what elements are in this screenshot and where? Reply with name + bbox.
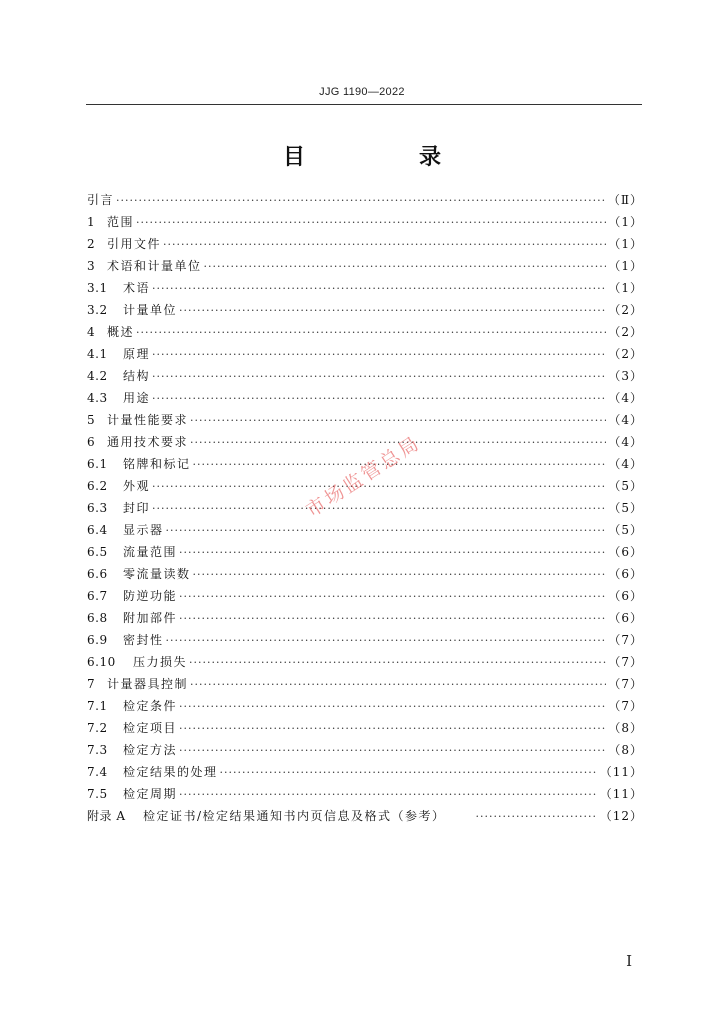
- toc-leader-dots: [166, 520, 607, 542]
- toc-leader-dots: [152, 278, 606, 300]
- toc-entry-page: （1）: [608, 281, 643, 295]
- toc-entry-title: 范围: [107, 215, 135, 229]
- toc-leader-dots: [152, 344, 606, 366]
- toc-entry-number: 6: [87, 435, 96, 449]
- toc-entry[interactable]: [87, 277, 643, 299]
- toc-entry[interactable]: [87, 365, 643, 387]
- toc-entry-number: 3: [87, 259, 96, 273]
- toc-leader-dots: [189, 652, 606, 674]
- toc-entry-title: 检定条件: [123, 699, 178, 713]
- toc-entry[interactable]: [87, 189, 643, 211]
- toc-entry-title: 封印: [123, 501, 151, 515]
- header-rule: [86, 104, 642, 105]
- toc-entry-number: 6.8: [87, 611, 108, 625]
- toc-entry[interactable]: [87, 519, 643, 541]
- toc-entry-page: （11）: [599, 787, 643, 801]
- toc-entry-number: 6.9: [87, 633, 108, 647]
- document-header: JJG 1190—2022: [319, 86, 405, 98]
- toc-entry-title: 检定周期: [123, 787, 178, 801]
- toc-entry-title: 计量单位: [123, 303, 178, 317]
- watermark: 市场监管总局: [302, 431, 425, 522]
- toc-leader-dots: [190, 674, 606, 696]
- toc-entry-title: 检定结果的处理: [123, 765, 218, 779]
- toc-entry-title: 显示器: [123, 523, 164, 537]
- toc-entry-page: （1）: [608, 237, 643, 251]
- toc-entry-title: 流量范围: [123, 545, 178, 559]
- toc-entry-number: 2: [87, 237, 96, 251]
- toc-entry-number: 6.5: [87, 545, 108, 559]
- toc-entry-title: 检定证书/检定结果通知书内页信息及格式（参考）: [143, 809, 446, 823]
- toc-entry-number: 6.7: [87, 589, 108, 603]
- toc-entry-number: 3.2: [87, 303, 108, 317]
- toc-leader-dots: [152, 388, 606, 410]
- toc-entry-page: （2）: [608, 325, 643, 339]
- toc-entry-number: 4.2: [87, 369, 108, 383]
- toc-entry-number: 4: [87, 325, 96, 339]
- toc-entry-page: （5）: [608, 523, 643, 537]
- toc-entry-number: 7.1: [87, 699, 108, 713]
- toc-entry[interactable]: [87, 321, 643, 343]
- toc-leader-dots: [190, 410, 606, 432]
- toc-leader-dots: [179, 608, 606, 630]
- toc-entry-number: 6.4: [87, 523, 108, 537]
- toc-entry-page: （8）: [608, 721, 643, 735]
- toc-entry-number: 6.10: [87, 655, 116, 669]
- toc-entry[interactable]: [87, 299, 643, 321]
- toc-title: 目 录: [282, 145, 487, 170]
- toc-entry-number: 附录 A: [87, 809, 126, 823]
- toc-entry-title: 术语: [123, 281, 151, 295]
- toc-entry-title: 引言: [87, 193, 115, 207]
- toc-leader-dots: [220, 762, 598, 784]
- toc-entry-page: （8）: [608, 743, 643, 757]
- toc-entry-page: （6）: [608, 611, 643, 625]
- toc-entry[interactable]: [87, 387, 643, 409]
- toc-entry[interactable]: [87, 651, 643, 673]
- toc-leader-dots: [179, 300, 606, 322]
- table-of-contents: [87, 189, 643, 827]
- toc-entry[interactable]: [87, 431, 643, 453]
- toc-entry[interactable]: [87, 695, 643, 717]
- toc-entry[interactable]: [87, 585, 643, 607]
- toc-entry[interactable]: [87, 739, 643, 761]
- toc-entry-number: 7: [87, 677, 96, 691]
- toc-entry[interactable]: [87, 343, 643, 365]
- toc-leader-dots: [163, 234, 606, 256]
- toc-leader-dots: [204, 256, 607, 278]
- toc-entry-page: （7）: [608, 677, 643, 691]
- toc-leader-dots: [152, 366, 606, 388]
- toc-entry-page: （7）: [608, 699, 643, 713]
- toc-entry[interactable]: [87, 673, 643, 695]
- toc-entry-page: （Ⅱ）: [607, 193, 643, 207]
- toc-entry[interactable]: [87, 563, 643, 585]
- toc-entry-number: 1: [87, 215, 96, 229]
- toc-entry-title: 防逆功能: [123, 589, 178, 603]
- toc-entry-number: 6.6: [87, 567, 108, 581]
- toc-entry-number: 5: [87, 413, 96, 427]
- toc-entry-page: （1）: [608, 259, 643, 273]
- toc-leader-dots: [179, 740, 606, 762]
- toc-entry-page: （5）: [608, 479, 643, 493]
- toc-entry-number: 6.3: [87, 501, 108, 515]
- toc-entry-title: 密封性: [123, 633, 164, 647]
- toc-entry-page: （7）: [608, 633, 643, 647]
- toc-entry-page: （11）: [599, 765, 643, 779]
- toc-entry-number: 7.2: [87, 721, 108, 735]
- toc-entry-page: （4）: [608, 413, 643, 427]
- page-number: Ⅰ: [626, 952, 632, 970]
- toc-entry-number: 7.5: [87, 787, 108, 801]
- toc-leader-dots: [476, 806, 598, 828]
- toc-entry[interactable]: [87, 255, 643, 277]
- toc-leader-dots: [166, 630, 607, 652]
- toc-entry-title: 压力损失: [133, 655, 188, 669]
- toc-entry-page: （6）: [608, 567, 643, 581]
- toc-entry-title: 通用技术要求: [107, 435, 189, 449]
- toc-entry[interactable]: [87, 211, 643, 233]
- toc-leader-dots: [179, 542, 606, 564]
- toc-entry-page: （4）: [608, 435, 643, 449]
- toc-entry-number: 4.3: [87, 391, 108, 405]
- toc-entry-title: 附加部件: [123, 611, 178, 625]
- toc-entry-number: 7.4: [87, 765, 108, 779]
- toc-leader-dots: [193, 564, 607, 586]
- toc-entry[interactable]: [87, 607, 643, 629]
- toc-entry[interactable]: [87, 629, 643, 651]
- toc-leader-dots: [179, 784, 598, 806]
- toc-entry-title: 原理: [123, 347, 151, 361]
- toc-leader-dots: [179, 586, 606, 608]
- toc-entry-number: 7.3: [87, 743, 108, 757]
- toc-leader-dots: [179, 696, 606, 718]
- toc-entry-number: 6.2: [87, 479, 108, 493]
- toc-entry[interactable]: [87, 233, 643, 255]
- toc-entry-title: 概述: [107, 325, 135, 339]
- toc-entry-page: （1）: [608, 215, 643, 229]
- toc-entry-page: （5）: [608, 501, 643, 515]
- toc-entry[interactable]: [87, 761, 643, 783]
- toc-entry-number: 3.1: [87, 281, 108, 295]
- toc-entry[interactable]: [87, 541, 643, 563]
- toc-entry-title: 零流量读数: [123, 567, 191, 581]
- toc-entry-title: 检定方法: [123, 743, 178, 757]
- toc-entry-title: 引用文件: [107, 237, 162, 251]
- toc-entry[interactable]: [87, 497, 643, 519]
- toc-entry-page: （7）: [608, 655, 643, 669]
- toc-entry-page: （3）: [608, 369, 643, 383]
- toc-entry-title: 术语和计量单位: [107, 259, 202, 273]
- toc-entry-number: 6.1: [87, 457, 108, 471]
- toc-entry-title: 用途: [123, 391, 151, 405]
- toc-entry[interactable]: [87, 805, 643, 827]
- toc-entry-number: 4.1: [87, 347, 108, 361]
- toc-entry[interactable]: [87, 717, 643, 739]
- toc-entry-page: （2）: [608, 347, 643, 361]
- toc-entry-page: （12）: [599, 809, 643, 823]
- toc-entry-page: （4）: [608, 391, 643, 405]
- toc-entry-page: （6）: [608, 589, 643, 603]
- toc-leader-dots: [179, 718, 606, 740]
- toc-entry-title: 计量器具控制: [107, 677, 189, 691]
- toc-leader-dots: [116, 190, 606, 212]
- toc-entry-page: （2）: [608, 303, 643, 317]
- toc-entry-title: 铭牌和标记: [123, 457, 191, 471]
- toc-entry-title: 检定项目: [123, 721, 178, 735]
- toc-entry[interactable]: [87, 783, 643, 805]
- toc-leader-dots: [152, 498, 606, 520]
- toc-entry-title: 计量性能要求: [107, 413, 189, 427]
- toc-entry-title: 结构: [123, 369, 151, 383]
- toc-leader-dots: [136, 322, 606, 344]
- toc-entry[interactable]: [87, 409, 643, 431]
- toc-entry-page: （6）: [608, 545, 643, 559]
- toc-entry-title: 外观: [123, 479, 151, 493]
- toc-entry-page: （4）: [608, 457, 643, 471]
- toc-leader-dots: [136, 212, 606, 234]
